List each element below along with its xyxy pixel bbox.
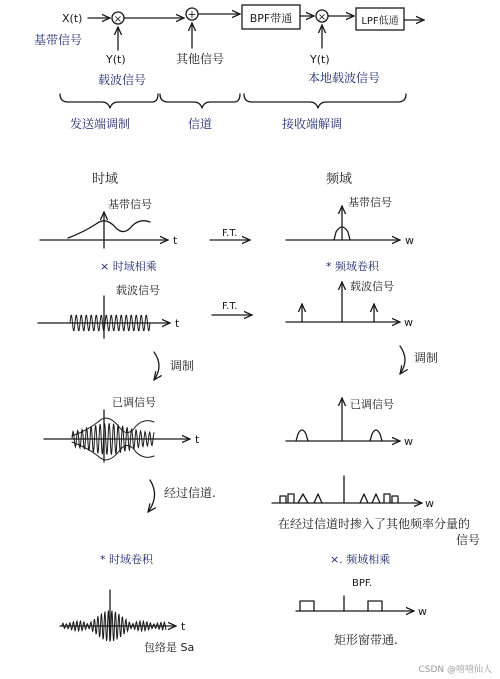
bpf-label: BPF带通: [249, 12, 293, 25]
rx-demod-label: 接收端解调: [282, 117, 343, 131]
modulated-label: 已调信号: [112, 396, 156, 409]
rect-window-label: 矩形窗带通.: [334, 633, 398, 647]
time-mult-label: × 时域相乘: [100, 260, 157, 273]
channel-arrow: [148, 480, 155, 512]
bpf-window-pos: [368, 601, 382, 611]
w-label-2: w: [404, 316, 413, 329]
baseband-f-label: 基带信号: [348, 196, 392, 209]
modulated-envelope-bottom: [72, 442, 154, 460]
baseband-waveform: [68, 221, 150, 238]
noise-components-pos: [360, 494, 398, 503]
t-label-3: t: [195, 433, 200, 446]
baseband-label: 基带信号: [108, 198, 152, 211]
envelope-label: 包络是 Sa: [144, 641, 195, 654]
w-label-4: w: [425, 497, 434, 510]
t-label-2: t: [175, 317, 180, 330]
time-domain-header: 时域: [92, 172, 119, 187]
local-carrier-label: 本地载波信号: [308, 71, 381, 85]
modulated-f-label: 已调信号: [350, 398, 394, 411]
ft-label-2: F.T.: [222, 301, 238, 312]
modulated-time-plot: [44, 410, 200, 462]
xt-label: X(t): [62, 12, 83, 25]
t-label-5: t: [181, 620, 186, 633]
ft-label-1: F.T.: [222, 228, 238, 239]
time-conv-label: * 时域卷积: [100, 553, 153, 566]
lpf-label: LPF低通: [361, 16, 399, 27]
noise-note-1: 在经过信道时掺入了其他频率分量的: [278, 517, 471, 531]
block-diagram: [34, 5, 424, 131]
carrier-time-plot: [38, 296, 180, 338]
modulate-label-2: 调制: [414, 351, 439, 365]
noisy-freq-plot: [272, 476, 434, 510]
mult-2-sign: ×: [317, 12, 327, 23]
carrier-freq-plot: [286, 279, 413, 329]
modulate-arrow-1: [154, 352, 159, 380]
mult-1-sign: ×: [113, 14, 123, 25]
brace-rx: [244, 94, 406, 108]
w-label-1: w: [405, 234, 414, 247]
bpf-freq-plot: [296, 578, 427, 618]
carrier-y-label: Y(t): [106, 53, 126, 66]
other-signals-label: 其他信号: [176, 52, 225, 66]
carrier-waveform: [70, 315, 150, 330]
w-label-5: w: [418, 605, 427, 618]
bpf-label: BPF.: [352, 578, 373, 589]
carrier-f-label: 载波信号: [350, 280, 394, 293]
brace-channel: [160, 94, 240, 108]
adder-sign: +: [187, 8, 197, 21]
local-y-label: Y(t): [310, 53, 330, 66]
baseband-freq-plot: [286, 195, 414, 247]
freq-domain-header: 频域: [326, 172, 353, 187]
sa-time-plot: [60, 590, 186, 642]
brace-tx: [60, 94, 158, 108]
tx-mod-label: 发送端调制: [70, 117, 131, 131]
channel-label: 信道: [188, 117, 213, 131]
mod-spectrum-pos: [370, 430, 382, 441]
noise-components-neg: [280, 494, 322, 503]
modulate-label-1: 调制: [170, 359, 195, 373]
carrier-label: 载波信号: [98, 73, 147, 87]
freq-mult-label: ×. 频域相乘: [330, 553, 391, 566]
bpf-window-neg: [300, 601, 314, 611]
w-label-3: w: [404, 435, 413, 448]
t-label-1: t: [173, 234, 178, 247]
carrier-label: 载波信号: [116, 284, 160, 297]
via-channel-label: 经过信道.: [164, 486, 216, 500]
baseband-label: 基带信号: [34, 33, 83, 47]
watermark: CSDN @嘻嘻仙人: [418, 665, 492, 675]
noise-note-2: 信号: [456, 533, 481, 547]
baseband-time-plot: [40, 197, 178, 248]
freq-conv-label: * 频域卷积: [326, 260, 379, 273]
modulated-freq-plot: [286, 397, 413, 448]
modulate-arrow-2: [400, 346, 405, 374]
mod-spectrum-neg: [296, 430, 308, 441]
